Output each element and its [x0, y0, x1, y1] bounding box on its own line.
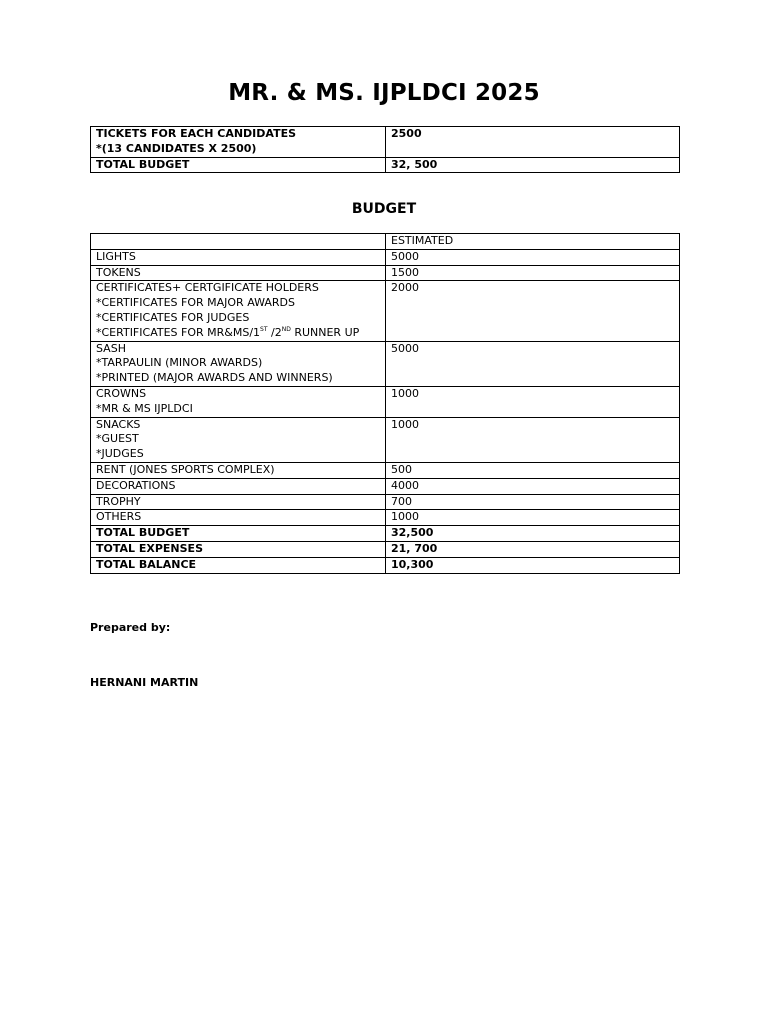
table-row	[91, 478, 680, 494]
item-value: 5000	[386, 249, 680, 265]
item-sub: *CERTIFICATES FOR MAJOR AWARDS	[96, 296, 296, 310]
item-label: TOKENS	[91, 265, 386, 281]
item-value: 1000	[386, 386, 680, 417]
item-label: TROPHY	[91, 494, 386, 510]
item-label: LIGHTS	[91, 249, 386, 265]
tickets-label-cell	[91, 127, 386, 158]
table-row	[91, 386, 680, 417]
item-value: 1000	[386, 417, 680, 462]
table-row	[91, 494, 680, 510]
item-label-cell	[91, 341, 386, 386]
total-label: TOTAL BALANCE	[91, 557, 386, 573]
total-value: 32,500	[386, 526, 680, 542]
tickets-note: *(13 CANDIDATES X 2500)	[96, 141, 257, 155]
item-label: SASH	[96, 341, 126, 355]
total-label: TOTAL EXPENSES	[91, 541, 386, 557]
total-expenses-row	[91, 541, 680, 557]
table-row	[91, 265, 680, 281]
budget-table	[90, 233, 680, 574]
total-value: 10,300	[386, 557, 680, 573]
item-label-cell	[91, 417, 386, 462]
item-sub	[96, 326, 380, 341]
table-row	[91, 127, 680, 158]
table-row	[91, 157, 680, 173]
item-sub-text: *CERTIFICATES FOR MR&MS/1	[96, 325, 261, 339]
item-label: CERTIFICATES+ CERTGIFICATE HOLDERS	[96, 281, 319, 295]
table-row	[91, 417, 680, 462]
item-sub: *GUEST	[96, 432, 139, 446]
total-balance-row	[91, 557, 680, 573]
tickets-value: 2500	[386, 127, 680, 158]
item-value: 2000	[386, 281, 680, 341]
header-label	[91, 234, 386, 250]
item-sub-text: /2	[267, 325, 282, 339]
item-sub: *CERTIFICATES FOR JUDGES	[96, 310, 250, 324]
item-label: RENT (JONES SPORTS COMPLEX)	[91, 462, 386, 478]
prepared-by-label: Prepared by:	[90, 621, 171, 634]
table-row	[91, 249, 680, 265]
item-sub-text: RUNNER UP	[290, 325, 360, 339]
item-value: 1500	[386, 265, 680, 281]
item-sub: *JUDGES	[96, 447, 144, 461]
table-row	[91, 281, 680, 341]
header-estimated: ESTIMATED	[386, 234, 680, 250]
tickets-total-label: TOTAL BUDGET	[91, 157, 386, 173]
item-value: 1000	[386, 510, 680, 526]
item-sub: *TARPAULIN (MINOR AWARDS)	[96, 356, 263, 370]
total-value: 21, 700	[386, 541, 680, 557]
item-value: 500	[386, 462, 680, 478]
item-label: DECORATIONS	[91, 478, 386, 494]
item-label: OTHERS	[91, 510, 386, 526]
total-budget-row	[91, 526, 680, 542]
item-value: 5000	[386, 341, 680, 386]
tickets-label: TICKETS FOR EACH CANDIDATES	[96, 127, 297, 140]
table-row	[91, 462, 680, 478]
ordinal-suffix: ST	[260, 325, 268, 333]
total-label: TOTAL BUDGET	[91, 526, 386, 542]
table-header-row	[91, 234, 680, 250]
tickets-total-value: 32, 500	[386, 157, 680, 173]
item-sub: *MR & MS IJPLDCI	[96, 401, 193, 415]
preparer-name: HERNANI MARTIN	[90, 676, 199, 689]
item-label-cell	[91, 281, 386, 341]
item-value: 700	[386, 494, 680, 510]
item-label: SNACKS	[96, 417, 141, 431]
item-label-cell	[91, 386, 386, 417]
item-sub: *PRINTED (MAJOR AWARDS AND WINNERS)	[96, 371, 333, 385]
document-title: MR. & MS. IJPLDCI 2025	[228, 80, 540, 106]
table-row	[91, 341, 680, 386]
item-value: 4000	[386, 478, 680, 494]
table-row	[91, 510, 680, 526]
tickets-table	[90, 126, 680, 173]
budget-heading: BUDGET	[351, 201, 417, 217]
ordinal-suffix: ND	[281, 325, 291, 333]
item-label: CROWNS	[96, 386, 147, 400]
